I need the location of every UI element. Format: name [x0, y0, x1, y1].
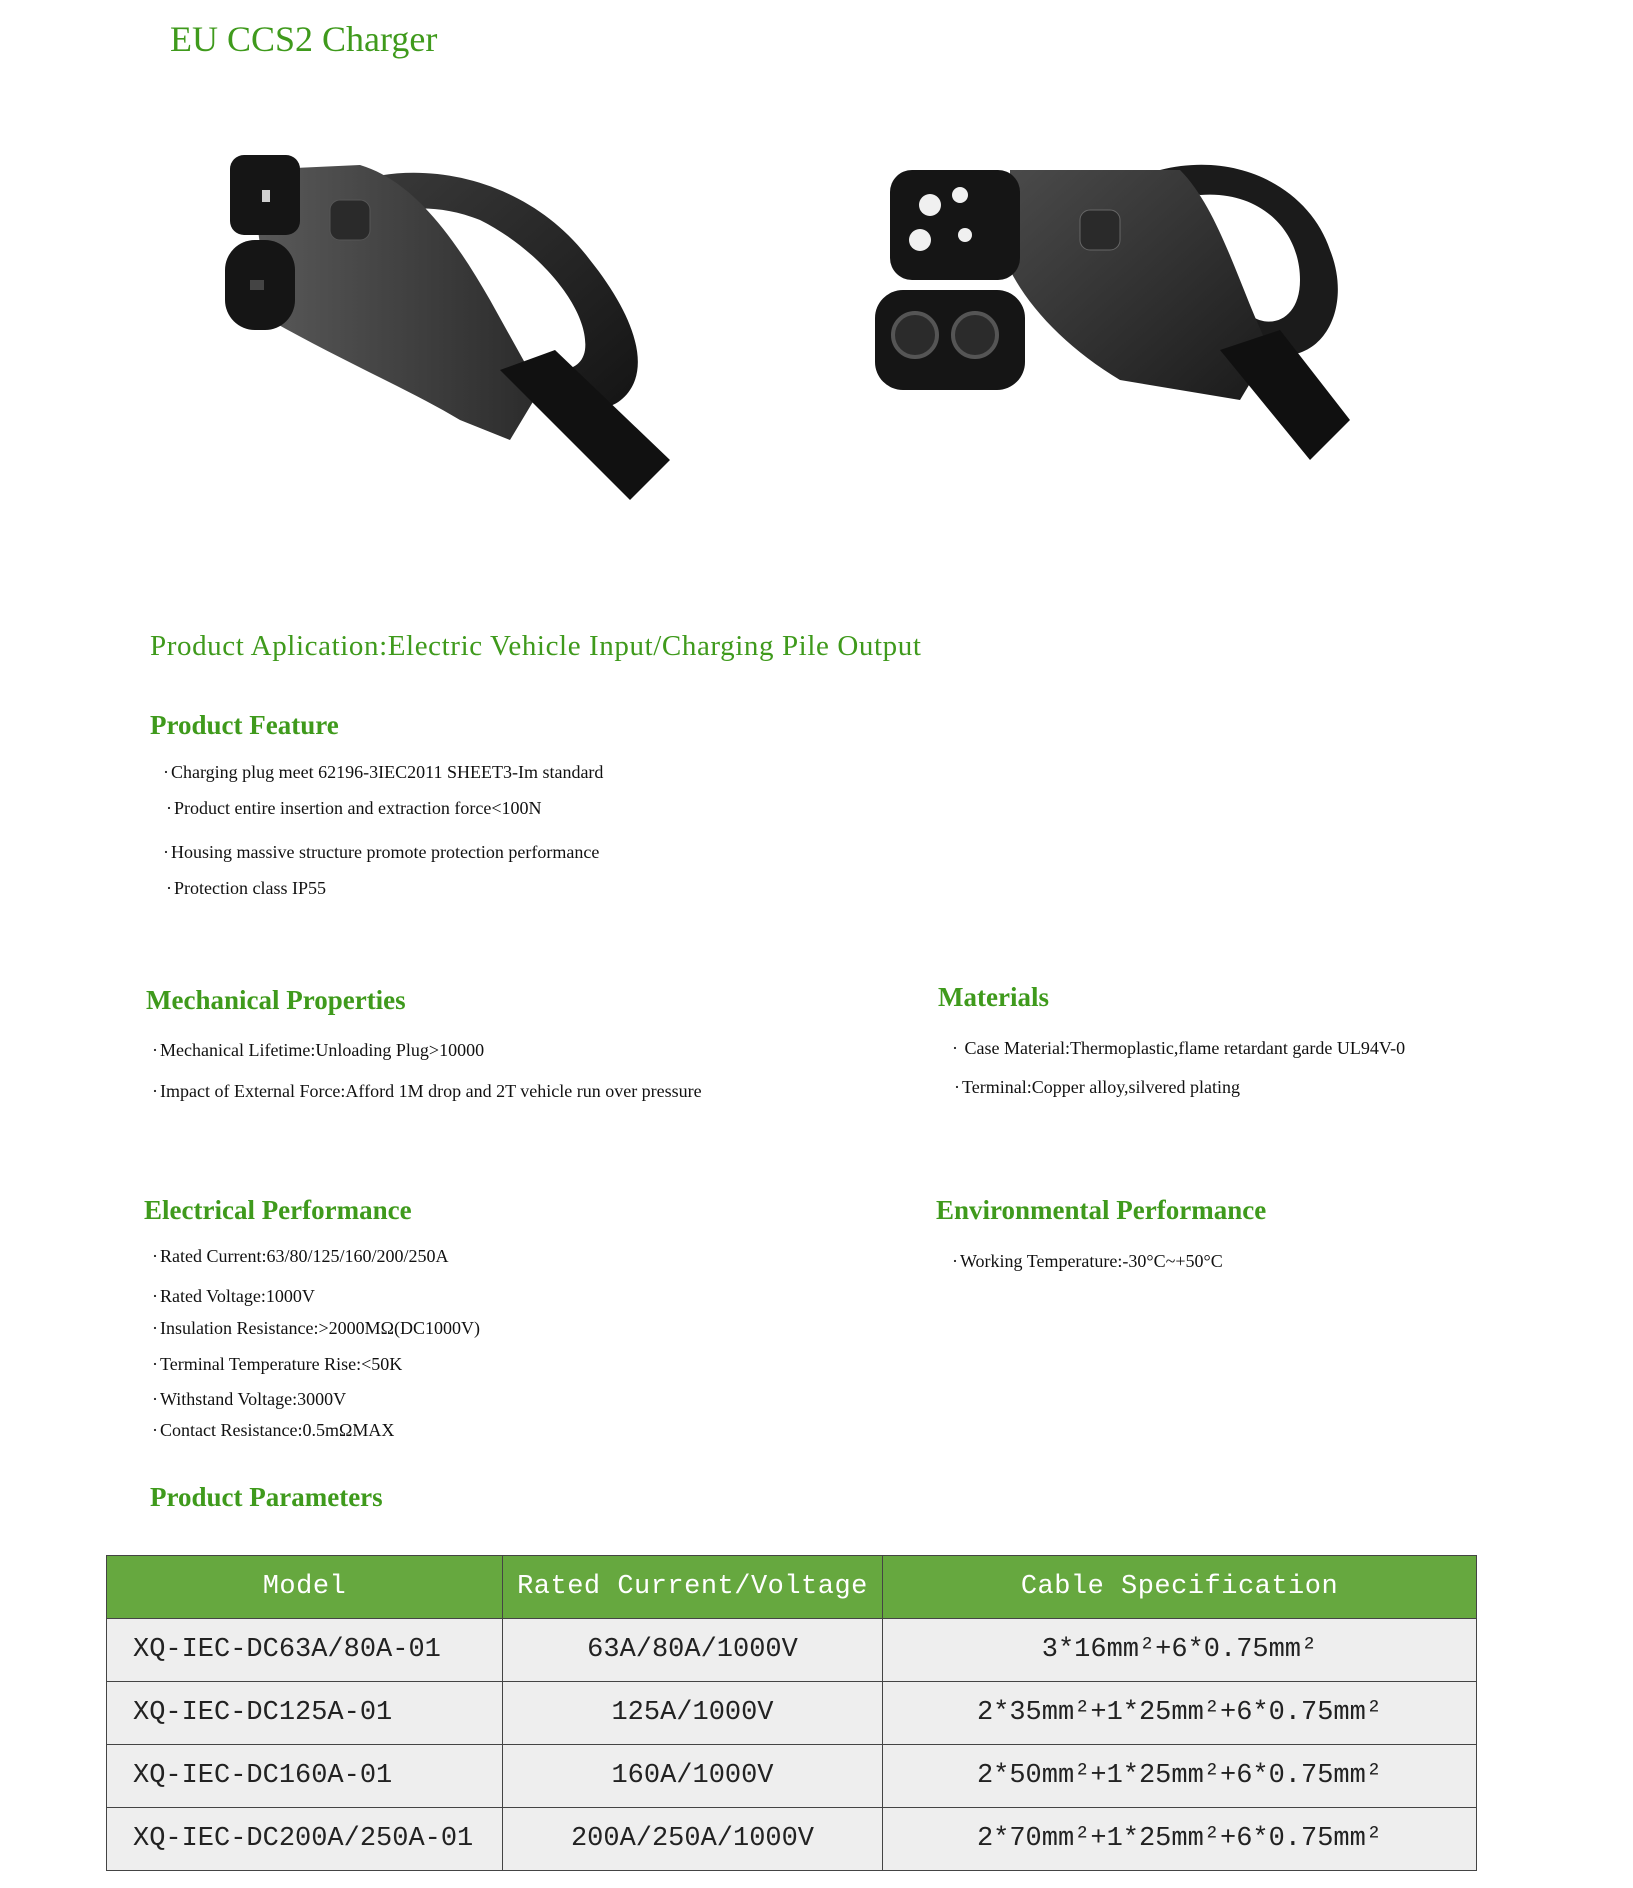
table-header-row — [107, 1556, 1477, 1619]
electrical-item: · Rated Current:63/80/125/160/200/250A — [152, 1246, 449, 1266]
feature-heading: Product Feature — [150, 710, 339, 740]
electrical-heading: Electrical Performance — [144, 1195, 412, 1225]
feature-item: · Protection class IP55 — [166, 878, 326, 898]
mechanical-heading: Mechanical Properties — [146, 985, 406, 1015]
mechanical-item: · Mechanical Lifetime:Unloading Plug>10000 — [152, 1040, 485, 1060]
feature-item: · Housing massive structure promote protection performance — [163, 842, 600, 862]
cell-cable: 2*70mm²+1*25mm²+6*0.75mm² — [883, 1808, 1477, 1871]
environmental-item: · Working Temperature:-30°C~+50°C — [952, 1251, 1223, 1271]
cell-cable: 2*35mm²+1*25mm²+6*0.75mm² — [883, 1682, 1477, 1745]
cell-rating: 200A/250A/1000V — [503, 1808, 883, 1871]
table-row — [107, 1745, 1477, 1808]
feature-item: · Product entire insertion and extraction force<100N — [166, 798, 542, 818]
cell-rating: 125A/1000V — [503, 1682, 883, 1745]
cell-model: XQ-IEC-DC200A/250A-01 — [107, 1808, 503, 1871]
parameters-table — [106, 1555, 1477, 1871]
column-header-rating: Rated Current/Voltage — [503, 1556, 883, 1619]
cell-model: XQ-IEC-DC125A-01 — [107, 1682, 503, 1745]
electrical-item: · Insulation Resistance:>2000MΩ(DC1000V) — [152, 1318, 480, 1338]
mechanical-item: · Impact of External Force:Afford 1M drop and 2T vehicle run over pressure — [152, 1081, 702, 1101]
column-header-cable: Cable Specification — [883, 1556, 1477, 1619]
cell-rating: 160A/1000V — [503, 1745, 883, 1808]
cell-model: XQ-IEC-DC63A/80A-01 — [107, 1619, 503, 1682]
materials-item: · Case Material:Thermoplastic,flame retardant garde UL94V-0 — [952, 1038, 1406, 1058]
materials-item: · Terminal:Copper alloy,silvered plating — [954, 1077, 1240, 1097]
electrical-item: · Rated Voltage:1000V — [152, 1286, 315, 1306]
electrical-item: · Contact Resistance:0.5mΩMAX — [152, 1420, 395, 1440]
table-row — [107, 1808, 1477, 1871]
table-row — [107, 1619, 1477, 1682]
electrical-item: · Terminal Temperature Rise:<50K — [152, 1354, 403, 1374]
charger-plug-image-right — [860, 150, 1360, 500]
column-header-model: Model — [107, 1556, 503, 1619]
feature-item: · Charging plug meet 62196-3IEC2011 SHEET3-Im standard — [163, 762, 604, 782]
page-title: EU CCS2 Charger — [170, 19, 438, 59]
environmental-heading: Environmental Performance — [936, 1195, 1267, 1225]
cell-cable: 3*16mm²+6*0.75mm² — [883, 1619, 1477, 1682]
charger-plug-image-left — [210, 140, 680, 520]
materials-heading: Materials — [938, 982, 1049, 1012]
cell-rating: 63A/80A/1000V — [503, 1619, 883, 1682]
electrical-item: · Withstand Voltage:3000V — [152, 1389, 347, 1409]
table-row — [107, 1682, 1477, 1745]
cell-model: XQ-IEC-DC160A-01 — [107, 1745, 503, 1808]
product-application: Product Aplication:Electric Vehicle Input/Charging Pile Output — [150, 630, 922, 662]
parameters-heading: Product Parameters — [150, 1482, 383, 1512]
cell-cable: 2*50mm²+1*25mm²+6*0.75mm² — [883, 1745, 1477, 1808]
